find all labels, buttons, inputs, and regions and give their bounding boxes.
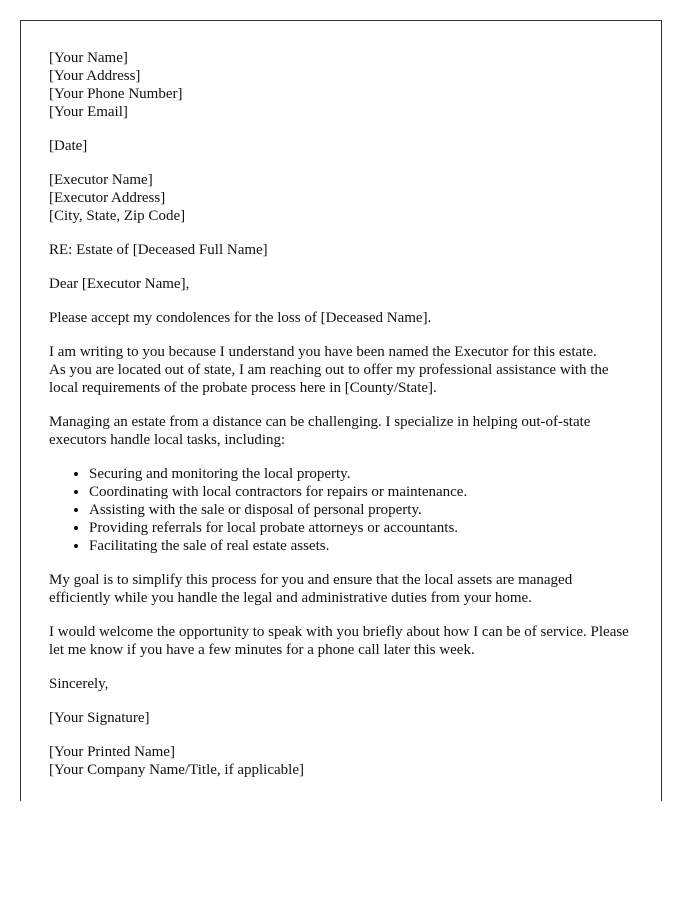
signature: [Your Signature] bbox=[49, 710, 150, 726]
recipient-name: [Executor Name] bbox=[49, 172, 153, 188]
task-item: • Coordinating with local contractors for repairs or maintenance. bbox=[89, 483, 661, 501]
recipient-block bbox=[49, 171, 661, 225]
task-list bbox=[49, 465, 661, 555]
letter-date: [Date] bbox=[49, 138, 88, 154]
body-paragraph: My goal is to simplify this process for you and ensure that the local assets are managed efficiently while you handle the legal and administrative duties from your home. bbox=[49, 572, 573, 606]
body-paragraph: Please accept my condolences for the loss of [Deceased Name]. bbox=[49, 310, 432, 326]
closing: Sincerely, bbox=[49, 676, 109, 692]
body-paragraph: I am writing to you because I understand you have been named the Executor for this estate. As you are located out of state, I am reaching out to offer my professional assistance with the local requirements of the probate process here in [County/State]. bbox=[49, 344, 609, 396]
printed-name: [Your Printed Name] bbox=[49, 744, 175, 760]
printed-block bbox=[49, 743, 661, 779]
task-item: • Facilitating the sale of real estate assets. bbox=[89, 537, 661, 555]
task-item: • Providing referrals for local probate attorneys or accountants. bbox=[89, 519, 661, 537]
recipient-address: [Executor Address] bbox=[49, 190, 166, 206]
sender-name: [Your Name] bbox=[49, 50, 128, 66]
salutation: Dear [Executor Name], bbox=[49, 276, 190, 292]
body-paragraph: Managing an estate from a distance can be challenging. I specialize in helping out-of-state executors handle local tasks, including: bbox=[49, 414, 591, 448]
company-title: [Your Company Name/Title, if applicable] bbox=[49, 762, 304, 778]
letter-page bbox=[20, 20, 662, 801]
sender-block bbox=[49, 49, 661, 121]
sender-email: [Your Email] bbox=[49, 104, 128, 120]
body-paragraph: I would welcome the opportunity to speak with you briefly about how I can be of service. Please let me know if you have a few minutes for a phone call later this week. bbox=[49, 624, 629, 658]
sender-phone: [Your Phone Number] bbox=[49, 86, 183, 102]
recipient-city: [City, State, Zip Code] bbox=[49, 208, 186, 224]
re-line: RE: Estate of [Deceased Full Name] bbox=[49, 242, 268, 258]
task-item: • Securing and monitoring the local property. bbox=[89, 465, 661, 483]
task-item: • Assisting with the sale or disposal of personal property. bbox=[89, 501, 661, 519]
sender-address: [Your Address] bbox=[49, 68, 141, 84]
